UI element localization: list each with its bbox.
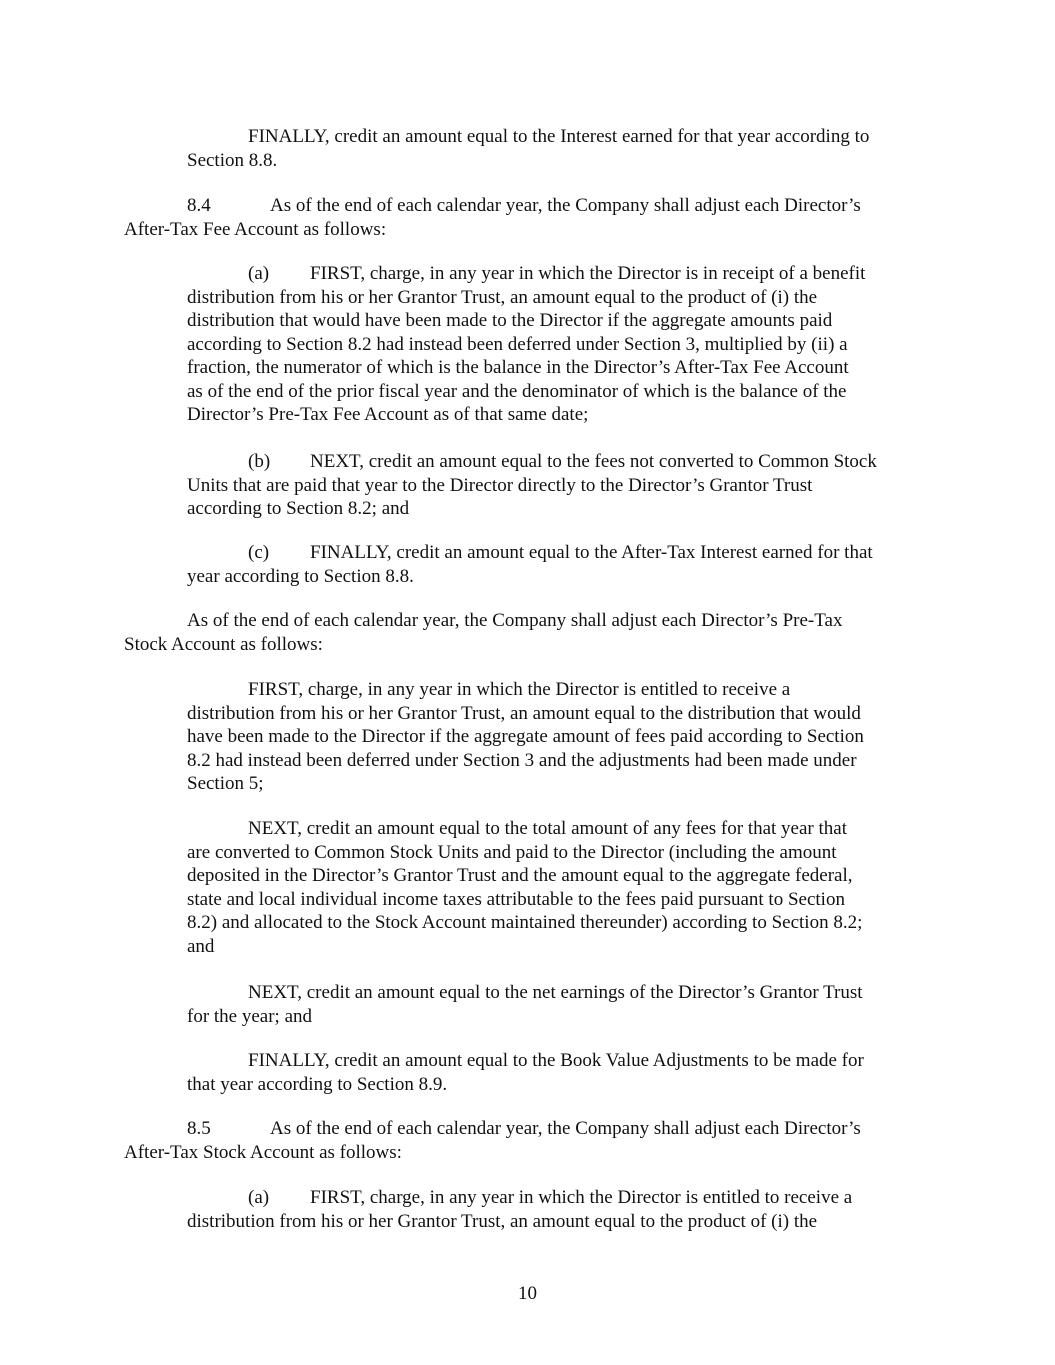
text-line: NEXT, credit an amount equal to the total amount of any fees for that year that <box>248 818 847 839</box>
clause-a-after-tax-stock <box>187 1186 932 1233</box>
text-line: After-Tax Fee Account as follows: <box>124 218 387 240</box>
clause-label: (a) <box>248 263 270 284</box>
text-line: Director’s Pre-Tax Fee Account as of that same date; <box>187 404 589 425</box>
text-line: As of the end of each calendar year, the Company shall adjust each Director’s <box>270 195 861 216</box>
text-line: Units that are paid that year to the Director directly to the Director’s Grantor Trust <box>187 474 813 496</box>
text-line: FIRST, charge, in any year in which the Director is entitled to receive a <box>310 1187 853 1208</box>
text-line: As of the end of each calendar year, the Company shall adjust each Director’s <box>270 1118 861 1139</box>
text-line: fraction, the numerator of which is the balance in the Director’s After-Tax Fee Account <box>187 357 849 378</box>
paragraph-finally-interest <box>187 125 932 172</box>
paragraph-first-charge <box>187 678 932 796</box>
text-line: that year according to Section 8.9. <box>187 1073 448 1095</box>
clause-c-after-tax-fee <box>187 541 932 588</box>
text-line: 8.2) and allocated to the Stock Account maintained thereunder) according to Section 8.2; <box>187 912 863 933</box>
text-line: state and local individual income taxes attributable to the fees paid pursuant to Section <box>187 888 845 910</box>
text-line: distribution from his or her Grantor Trust, an amount equal to the distribution that would <box>187 702 861 724</box>
text-line: FINALLY, credit an amount equal to the After-Tax Interest earned for that <box>310 542 873 563</box>
text-line: FIRST, charge, in any year in which the Director is entitled to receive a <box>248 679 791 700</box>
clause-label: (c) <box>248 542 270 563</box>
text-line: After-Tax Stock Account as follows: <box>124 1141 402 1163</box>
paragraph-next-credit-fees <box>187 817 932 958</box>
section-8-4 <box>124 194 932 241</box>
text-line: distribution that would have been made to the Director if the aggregate amounts paid <box>187 310 833 331</box>
text-line: as of the end of the prior fiscal year and the denominator of which is the balance of the <box>187 380 847 402</box>
text-line: NEXT, credit an amount equal to the net earnings of the Director’s Grantor Trust <box>248 982 863 1003</box>
text-line: Stock Account as follows: <box>124 633 323 655</box>
text-line: distribution from his or her Grantor Trust, an amount equal to the product of (i) the <box>187 1210 818 1232</box>
text-line: Section 8.8. <box>187 149 278 171</box>
text-line: Section 5; <box>187 773 264 794</box>
text-line: for the year; and <box>187 1005 313 1027</box>
paragraph-pre-tax-stock-intro <box>124 609 932 656</box>
page-number: 10 <box>518 1283 537 1304</box>
section-number: 8.5 <box>187 1118 211 1139</box>
section-8-5 <box>124 1117 932 1164</box>
text-line: FINALLY, credit an amount equal to the Book Value Adjustments to be made for <box>248 1050 864 1071</box>
text-line: have been made to the Director if the aggregate amount of fees paid according to Section <box>187 726 864 747</box>
clause-label: (a) <box>248 1187 270 1208</box>
clause-a-after-tax-fee <box>187 262 932 427</box>
text-line: deposited in the Director’s Grantor Trust and the amount equal to the aggregate federal, <box>187 865 853 886</box>
section-number: 8.4 <box>187 195 211 216</box>
paragraph-next-credit-earnings <box>187 981 932 1028</box>
text-line: distribution from his or her Grantor Trust, an amount equal to the product of (i) the <box>187 286 818 308</box>
text-line: FINALLY, credit an amount equal to the Interest earned for that year according to <box>248 126 870 147</box>
text-line: 8.2 had instead been deferred under Section 3 and the adjustments had been made under <box>187 749 857 771</box>
clause-label: (b) <box>248 451 271 472</box>
text-line: are converted to Common Stock Units and paid to the Director (including the amount <box>187 841 837 863</box>
text-line: and <box>187 935 215 957</box>
text-line: year according to Section 8.8. <box>187 565 414 587</box>
text-line: As of the end of each calendar year, the Company shall adjust each Director’s Pre-Tax <box>187 610 843 631</box>
text-line: FIRST, charge, in any year in which the Director is in receipt of a benefit <box>310 263 866 284</box>
paragraph-finally-book-value <box>187 1049 932 1096</box>
text-line: according to Section 8.2 had instead been deferred under Section 3, multiplied by (ii) a <box>187 333 848 355</box>
text-line: according to Section 8.2; and <box>187 498 410 519</box>
text-line: NEXT, credit an amount equal to the fees not converted to Common Stock <box>310 451 877 472</box>
clause-b-after-tax-fee <box>187 450 932 521</box>
